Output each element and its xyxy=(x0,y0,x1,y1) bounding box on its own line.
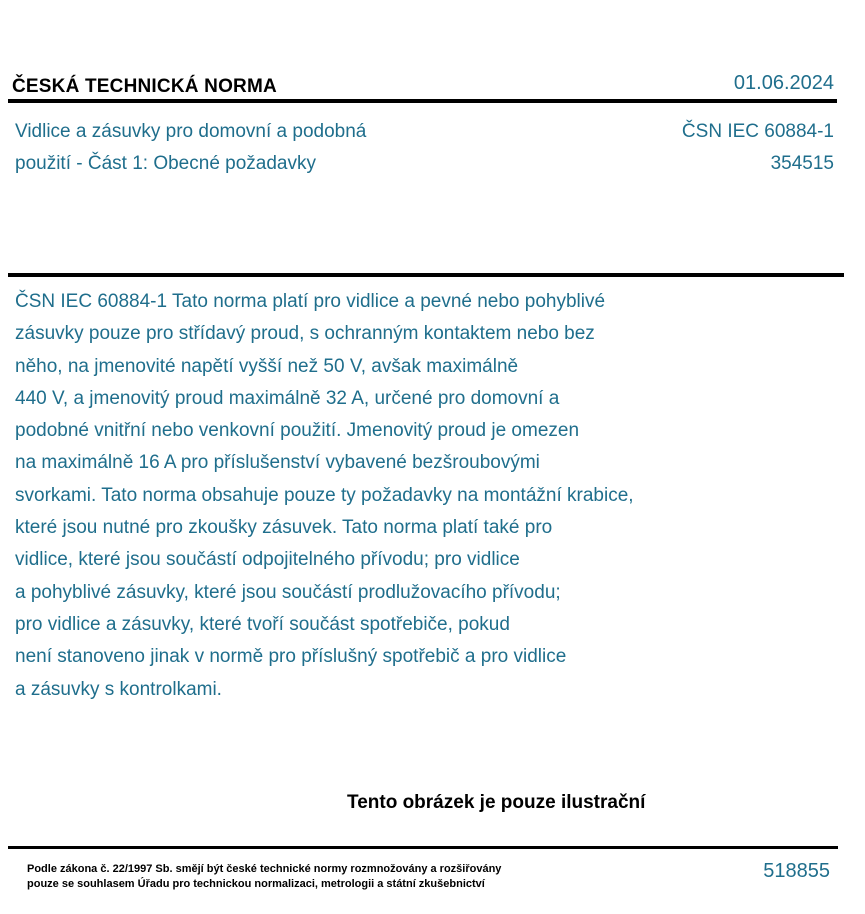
header-divider xyxy=(8,99,837,103)
abstract-line: něho, na jmenovité napětí vyšší než 50 V, avšak maximálně xyxy=(15,355,519,377)
illustration-note: Tento obrázek je pouze ilustrační xyxy=(347,792,646,813)
footer-legal-notice xyxy=(27,862,587,892)
footer-legal-line-1: Podle zákona č. 22/1997 Sb. smějí být české technické normy rozmnožovány a rozšiřovány xyxy=(27,863,502,875)
footer-legal-line-2: pouze se souhlasem Úřadu pro technickou normalizaci, metrologii a státní zkušebnictví xyxy=(27,878,485,890)
abstract-line: podobné vnitřní nebo venkovní použití. Jmenovitý proud je omezen xyxy=(15,420,580,442)
abstract-line: ČSN IEC 60884-1 Tato norma platí pro vidlice a pevné nebo pohyblivé xyxy=(15,291,606,312)
abstract-line: zásuvky pouze pro střídavý proud, s ochranným kontaktem nebo bez xyxy=(15,323,595,345)
abstract-line: a pohyblivé zásuvky, které jsou součástí prodlužovacího přívodu; xyxy=(15,581,561,603)
document-title xyxy=(15,116,445,180)
document-title-line-1: Vidlice a zásuvky pro domovní a podobná xyxy=(15,121,367,142)
footer-id: 518855 xyxy=(763,860,830,882)
abstract-line: na maximálně 16 A pro příslušenství vybavené bezšroubovými xyxy=(15,452,540,474)
abstract-line: a zásuvky s kontrolkami. xyxy=(15,678,222,700)
header-title: ČESKÁ TECHNICKÁ NORMA xyxy=(12,76,277,97)
section-divider xyxy=(8,273,844,277)
class-number: 354515 xyxy=(770,153,834,174)
footer-divider xyxy=(8,846,838,849)
standard-code: ČSN IEC 60884-1 xyxy=(681,121,834,142)
abstract-text xyxy=(15,286,720,706)
header-date: 01.06.2024 xyxy=(733,72,834,94)
abstract-line: 440 V, a jmenovitý proud maximálně 32 A, určené pro domovní a xyxy=(15,387,560,409)
abstract-line: které jsou nutné pro zkoušky zásuvek. Tato norma platí také pro xyxy=(15,517,553,539)
abstract-line: není stanoveno jinak v normě pro příslušný spotřebič a pro vidlice xyxy=(15,646,567,668)
abstract-line: svorkami. Tato norma obsahuje pouze ty požadavky na montážní krabice, xyxy=(15,484,634,506)
document-title-line-2: použití - Část 1: Obecné požadavky xyxy=(15,153,316,174)
abstract-line: pro vidlice a zásuvky, které tvoří součást spotřebiče, pokud xyxy=(15,613,510,635)
document-code-block xyxy=(682,116,834,180)
abstract-line: vidlice, které jsou součástí odpojitelného přívodu; pro vidlice xyxy=(15,549,520,571)
